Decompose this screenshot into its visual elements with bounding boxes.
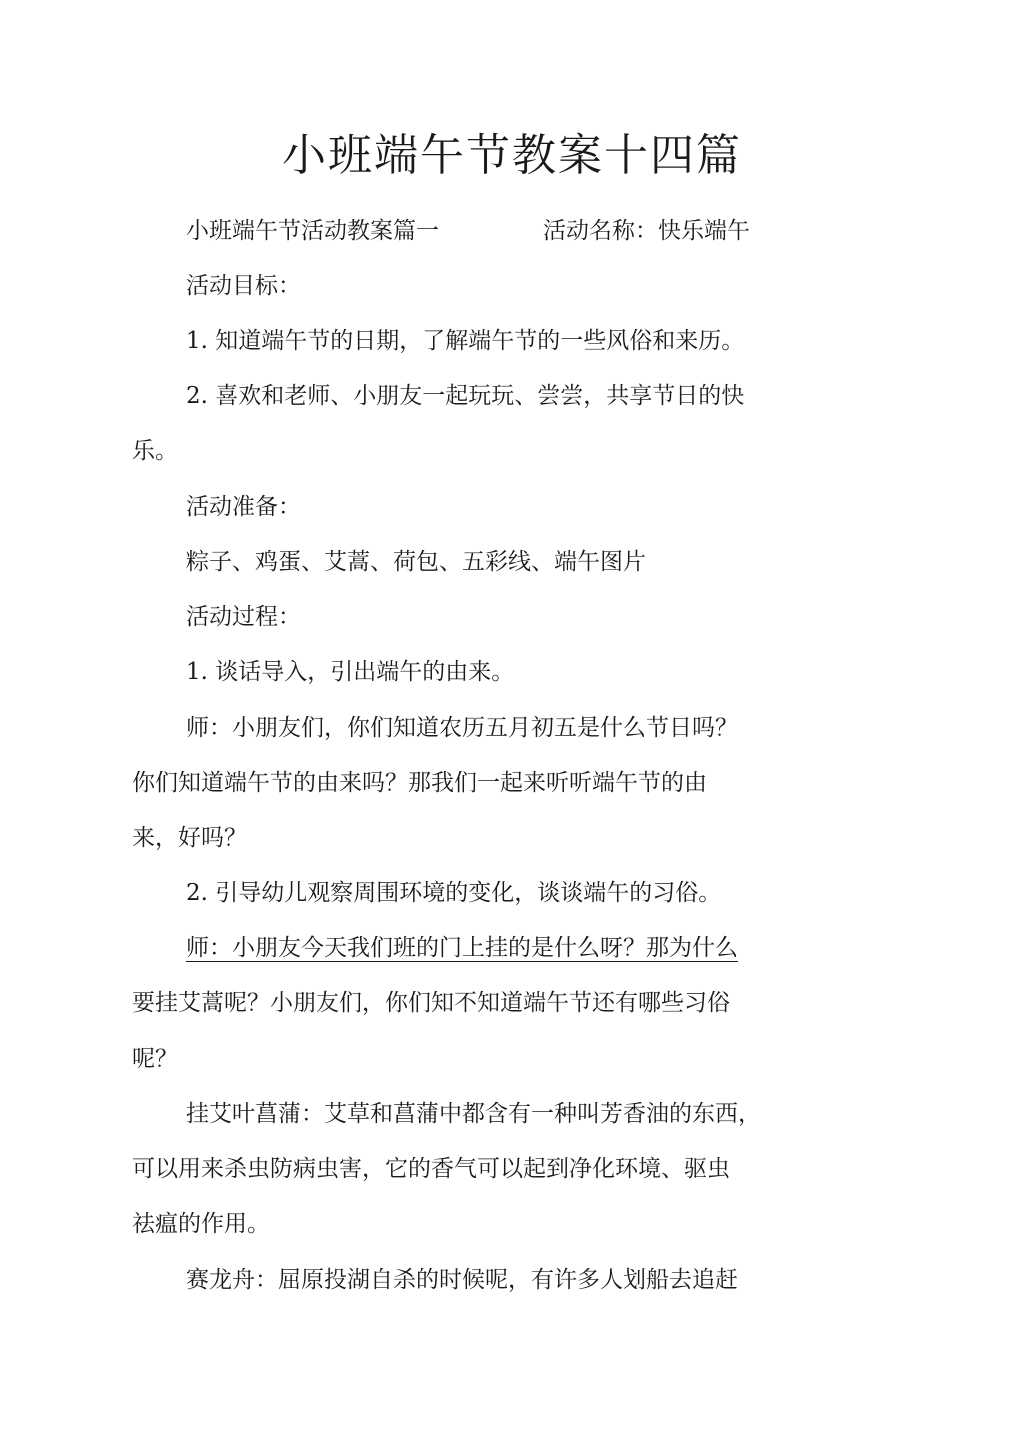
text-line: 来，好吗？ <box>132 825 247 851</box>
text-line: 2. 引导幼儿观察周围环境的变化，谈谈端午的习俗。 <box>186 880 722 906</box>
page-title: 小班端午节教案十四篇 <box>282 130 742 181</box>
text-line: 1. 谈话导入，引出端午的由来。 <box>186 659 515 685</box>
text-line: 可以用来杀虫防病虫害，它的香气可以起到净化环境、驱虫 <box>132 1156 730 1182</box>
text-line: 1. 知道端午节的日期，了解端午节的一些风俗和来历。 <box>186 328 745 354</box>
activity-name: 活动名称：快乐端午 <box>543 218 750 244</box>
text-line: 乐。 <box>132 438 178 464</box>
text-line: 赛龙舟：屈原投湖自杀的时候呢，有许多人划船去追赶 <box>186 1267 738 1293</box>
text-line: 你们知道端午节的由来吗？那我们一起来听听端午节的由 <box>132 770 707 796</box>
text-line: 2. 喜欢和老师、小朋友一起玩玩、尝尝，共享节日的快 <box>186 383 745 409</box>
text-line: 活动目标： <box>186 273 301 299</box>
text-line: 挂艾叶菖蒲：艾草和菖蒲中都含有一种叫芳香油的东西， <box>186 1101 761 1127</box>
text-line: 活动准备： <box>186 494 301 520</box>
text-line: 要挂艾蒿呢？小朋友们，你们知不知道端午节还有哪些习俗 <box>132 990 730 1016</box>
text-line: 活动过程： <box>186 604 301 630</box>
text-line-underlined: 师：小朋友今天我们班的门上挂的是什么呀？那为什么 <box>186 935 738 961</box>
text-line: 祛瘟的作用。 <box>132 1211 270 1237</box>
text-line: 师：小朋友们，你们知道农历五月初五是什么节日吗？ <box>186 715 738 741</box>
section-heading: 小班端午节活动教案篇一 <box>186 218 439 244</box>
text-line: 呢？ <box>132 1046 178 1072</box>
text-line: 粽子、鸡蛋、艾蒿、荷包、五彩线、端午图片 <box>186 549 646 575</box>
